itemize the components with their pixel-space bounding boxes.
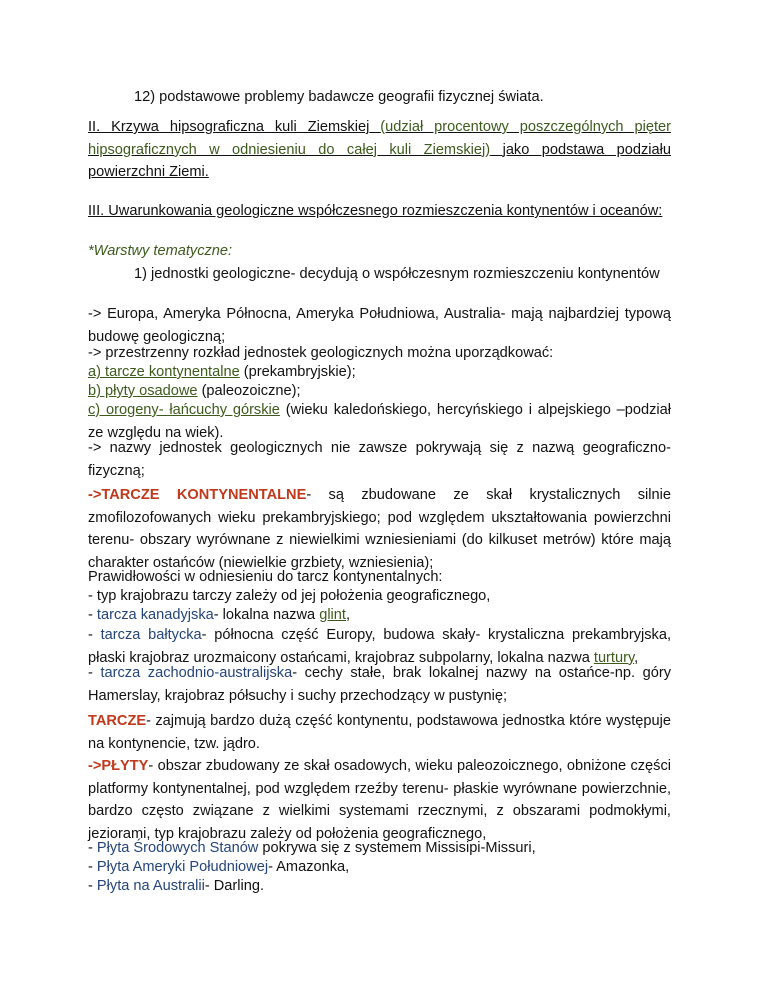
dash: - xyxy=(88,878,97,894)
tarcza-baltycka-mid: - północna część Europy, budowa skały- krystaliczna prekambryjska, płaski krajobraz urozmaicony ostańcami, krajobraz subpolarny, lokalna nazwa xyxy=(88,627,671,666)
comma: , xyxy=(634,649,639,666)
comma: , xyxy=(345,607,351,623)
tarcza-zachodnio-australijska-name: tarcza zachodnio-australijska xyxy=(100,665,293,681)
plyta-na-australii xyxy=(88,875,671,898)
tarcze-kontynentalne-paragraph xyxy=(88,484,671,574)
plyta-ameryki-poludniowej-rest: - Amazonka, xyxy=(268,859,350,875)
section-iii-point-1: 1) jednostki geologiczne- decydują o współczesnym rozmieszczeniu kontynentów xyxy=(134,266,660,282)
tarcze2-heading: TARCZE xyxy=(88,713,147,729)
dash: - xyxy=(88,665,101,681)
section-ii-tail: jako podstawa podziału powierzchni Ziemi. xyxy=(88,141,671,181)
tarcza-zachodnio-australijska-rest: - cechy stałe, brak lokalnej nazwy na ostańce-np. góry Hamerslay, krajobraz półsuchy i suchy przechodzący w pustynię; xyxy=(88,665,671,704)
plyty-heading: ->PŁYTY xyxy=(88,758,149,774)
plyty-text: - obszar zbudowany ze skał osadowych, wieku paleozoicznego, obniżone części platformy kontynentalnej, pod względem rzeźby terenu- płaskie wyrównane powierzchnie, bardzo często związane z wielkimi systemami rzecznymi, z obszarami podmokłymi, jeziorami, typ krajobrazu zależy od położenia geograficznego, xyxy=(88,758,671,842)
dash: - xyxy=(88,627,101,643)
plyta-srodowych-stanow-rest: pokrywa się z systemem Missisipi-Missuri, xyxy=(258,840,536,856)
dash: - xyxy=(88,859,97,875)
section-ii xyxy=(88,116,671,184)
item-12: 12) podstawowe problemy badawcze geografii fizycznej świata. xyxy=(134,89,544,105)
plyta-srodowych-stanow-name: Płyta Środowych Stanów xyxy=(96,840,259,856)
section-ii-parenthesis: (udział procentowy poszczególnych pięter hipsograficznych w odniesieniu do całej kuli Ziemskiej) xyxy=(88,119,671,158)
plyty-paragraph xyxy=(88,755,671,845)
tarcza-kanadyjska-name: tarcza kanadyjska xyxy=(96,607,214,623)
dash: - xyxy=(88,840,97,856)
tarcze-paragraph xyxy=(88,710,671,755)
tarcza-kanadyjska-mid: - lokalna nazwa xyxy=(213,607,320,623)
section-iii-title: III. Uwarunkowania geologiczne współczesnego rozmieszczenia kontynentów i oceanów: xyxy=(88,203,663,219)
typ-krajobrazu: - typ krajobrazu tarczy zależy od jej położenia geograficznego, xyxy=(88,588,491,604)
dash: - xyxy=(88,607,97,623)
list-a-rest: (prekambryjskie); xyxy=(239,364,356,380)
plyta-na-australii-name: Płyta na Australii xyxy=(96,878,205,894)
plyta-ameryki-poludniowej-name: Płyta Ameryki Południowej xyxy=(96,859,269,875)
list-b-link: b) płyty osadowe xyxy=(88,383,198,399)
list-b-rest: (paleozoiczne); xyxy=(197,383,301,399)
glint-link: glint xyxy=(319,607,346,623)
section-ii-title: II. Krzywa hipsograficzna kuli Ziemskiej xyxy=(88,119,370,135)
list-c-rest: (wieku kaledońskiego, hercyńskiego i alpejskiego –podział ze względu na wiek). xyxy=(88,402,671,441)
tarcze-heading: ->TARCZE KONTYNENTALNE xyxy=(88,487,307,503)
turtury-link: turtury xyxy=(593,649,635,666)
prawidlowosci: Prawidłowości w odniesieniu do tarcz kontynentalnych: xyxy=(88,569,443,585)
tarcze-text: - są zbudowane ze skał krystalicznych silnie zmofilozofowanych wieku prekambryjskiego; pod względem ukształtowania powierzchni terenu- obszary wyrównane z niewielkimi wzniesieniami (do kilkuset metrów) które mają charakter ostańców (niewielkie grzbiety, wzniesienia); xyxy=(88,487,671,571)
list-c-link: c) orogeny- łańcuchy górskie xyxy=(88,402,280,418)
tarcze2-text: - zajmują bardzo dużą część kontynentu, podstawowa jednostka które występuje na kontynencie, tzw. jądro. xyxy=(88,713,671,752)
tarcza-baltycka-name: tarcza bałtycka xyxy=(100,627,202,643)
warstwy-label: *Warstwy tematyczne: xyxy=(88,243,233,259)
section-iii-p2: -> Europa, Ameryka Północna, Ameryka Południowa, Australia- mają najbardziej typową budowę geologiczną; xyxy=(88,306,671,345)
list-a-link: a) tarcze kontynentalne xyxy=(88,364,240,380)
section-iii-p3: -> przestrzenny rozkład jednostek geologicznych można uporządkować: xyxy=(88,345,554,361)
tarcza-zachodnio-australijska xyxy=(88,662,671,707)
plyta-na-australii-rest: - Darling. xyxy=(204,878,265,894)
section-iii-p4: -> nazwy jednostek geologicznych nie zawsze pokrywają się z nazwą geograficzno-fizyczną; xyxy=(88,440,671,479)
